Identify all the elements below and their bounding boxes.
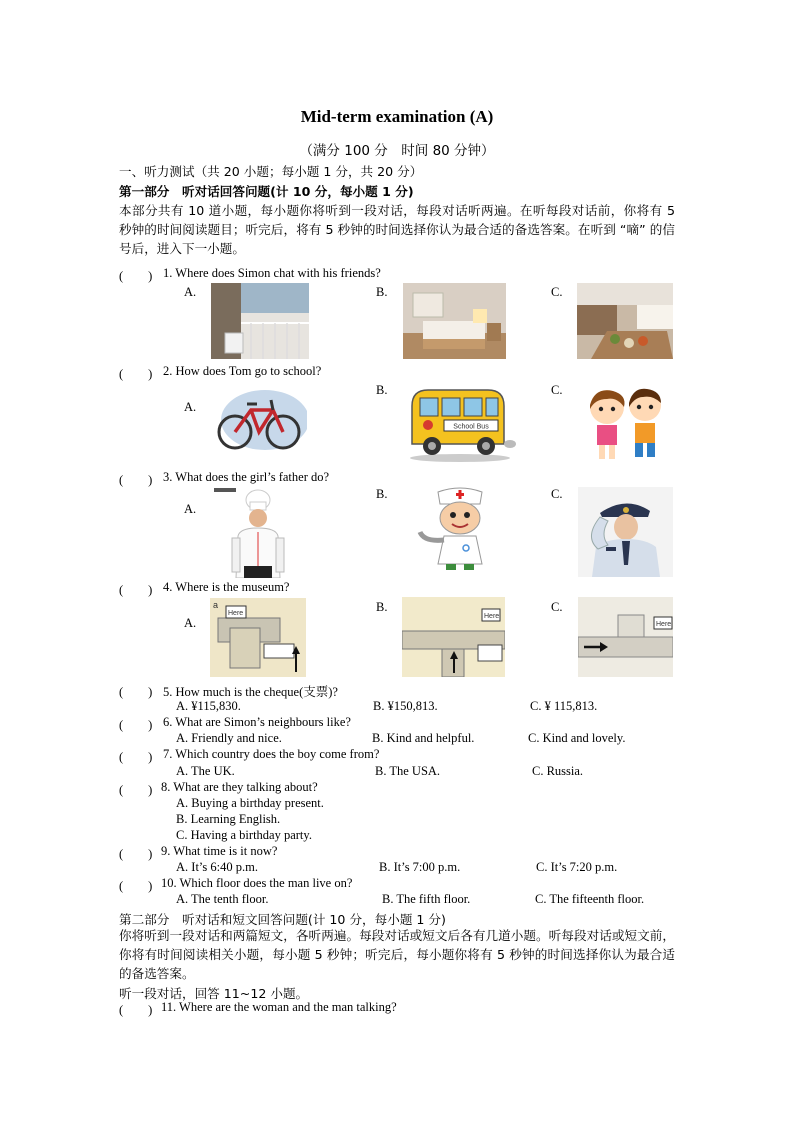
option-label: A. [184,285,197,299]
question-text: 5. How much is the cheque(支票)? [163,685,338,699]
option-label: B. [376,383,388,397]
question-text: 10. Which floor does the man live on? [161,876,353,890]
option-c: C. Having a birthday party. [176,828,312,842]
option-label: B. [376,600,388,614]
section-heading: 一、听力测试（共 20 小题；每小题 1 分，共 20 分） [119,164,423,179]
here-sign: Here [656,621,672,628]
kitchen-image [577,283,673,359]
option-c: C. It’s 7:20 p.m. [536,860,618,874]
option-b: B. The fifth floor. [382,892,471,906]
answer-blank[interactable]: ( ) [119,367,153,381]
option-b: B. Kind and helpful. [372,731,475,745]
school-bus-image [404,384,516,464]
question-text: 11. Where are the woman and the man talking? [161,1000,397,1014]
option-label: C. [551,383,563,397]
answer-blank[interactable]: ( ) [119,1003,153,1017]
here-sign: Here [228,610,244,617]
question-text: 8. What are they talking about? [161,780,318,794]
map-b-image [402,597,505,677]
question-text: 3. What does the girl’s father do? [163,470,330,484]
answer-blank[interactable]: ( ) [119,847,153,861]
chef-image [210,486,306,578]
question-text: 9. What time is it now? [161,844,278,858]
question-text: 6. What are Simon’s neighbours like? [163,715,351,729]
answer-blank[interactable]: ( ) [119,583,153,597]
question-text: 1. Where does Simon chat with his friends? [163,266,381,280]
option-c: C. ¥ 115,813. [530,699,598,713]
answer-blank[interactable]: ( ) [119,473,153,487]
bedroom-image [403,283,506,359]
answer-blank[interactable]: ( ) [119,750,153,764]
option-label: B. [376,285,388,299]
option-a: A. ¥115,830. [176,699,241,713]
option-b: B. The USA. [375,764,441,778]
option-label: C. [551,600,563,614]
question-text: 2. How does Tom go to school? [163,364,322,378]
doctor-image [414,486,506,574]
option-a: A. Friendly and nice. [176,731,282,745]
bicycle-image [211,386,307,456]
option-a: A. The tenth floor. [176,892,269,906]
exam-info: （满分 100 分 时间 80 分钟） [299,143,495,159]
option-label: A. [184,400,197,414]
option-c: C. The fifteenth floor. [535,892,645,906]
page-title: Mid-term examination (A) [300,107,494,126]
part2-heading: 第二部分 听对话和短文回答问题(计 10 分，每小题 1 分) [119,912,446,927]
here-sign: Here [484,613,500,620]
balcony-image [211,283,309,359]
part2-instructions: 你将听到一段对话和两篇短文，各听两遍。每段对话或短文后各有几道小题。听每段对话或短文前，你将有时间阅读相关小题，每小题 5 秒钟；听完后，每小题你将有 5 秒钟的时间选择你认为最合适的备选答案。 [119,928,675,981]
option-label: B. [376,487,388,501]
dialog-intro: 听一段对话，回答 11~12 小题。 [119,986,309,1001]
option-c: C. Kind and lovely. [528,731,626,745]
map-corner-letter: a [213,600,219,610]
part1-heading: 第一部分 听对话回答问题(计 10 分，每小题 1 分) [119,184,414,199]
answer-blank[interactable]: ( ) [119,685,153,699]
bus-sign-text: School Bus [453,423,489,431]
police-officer-image [578,487,673,577]
question-text: 7. Which country does the boy come from? [163,747,380,761]
option-label: A. [184,616,197,630]
map-c-image [578,597,673,677]
option-a: A. The UK. [176,764,235,778]
answer-blank[interactable]: ( ) [119,783,153,797]
option-b: B. It’s 7:00 p.m. [379,860,461,874]
answer-blank[interactable]: ( ) [119,718,153,732]
option-b: B. ¥150,813. [373,699,438,713]
option-a: A. It’s 6:40 p.m. [176,860,258,874]
map-a-image [210,598,306,677]
answer-blank[interactable]: ( ) [119,269,153,283]
option-label: C. [551,285,563,299]
part1-instructions: 本部分共有 10 道小题，每小题你将听到一段对话，每段对话听两遍。在听每段对话前，你将有 5 秒钟的时间阅读题目；听完后，将有 5 秒钟的时间选择你认为最合适的备选答案。在听到 “嘀” 的信号后，进入下一小题。 [119,203,675,256]
option-c: C. Russia. [532,764,584,778]
option-a: A. Buying a birthday present. [176,796,324,810]
option-b: B. Learning English. [176,812,281,826]
option-label: A. [184,502,197,516]
answer-blank[interactable]: ( ) [119,879,153,893]
question-text: 4. Where is the museum? [163,580,290,594]
option-label: C. [551,487,563,501]
walking-kids-image [577,385,673,463]
